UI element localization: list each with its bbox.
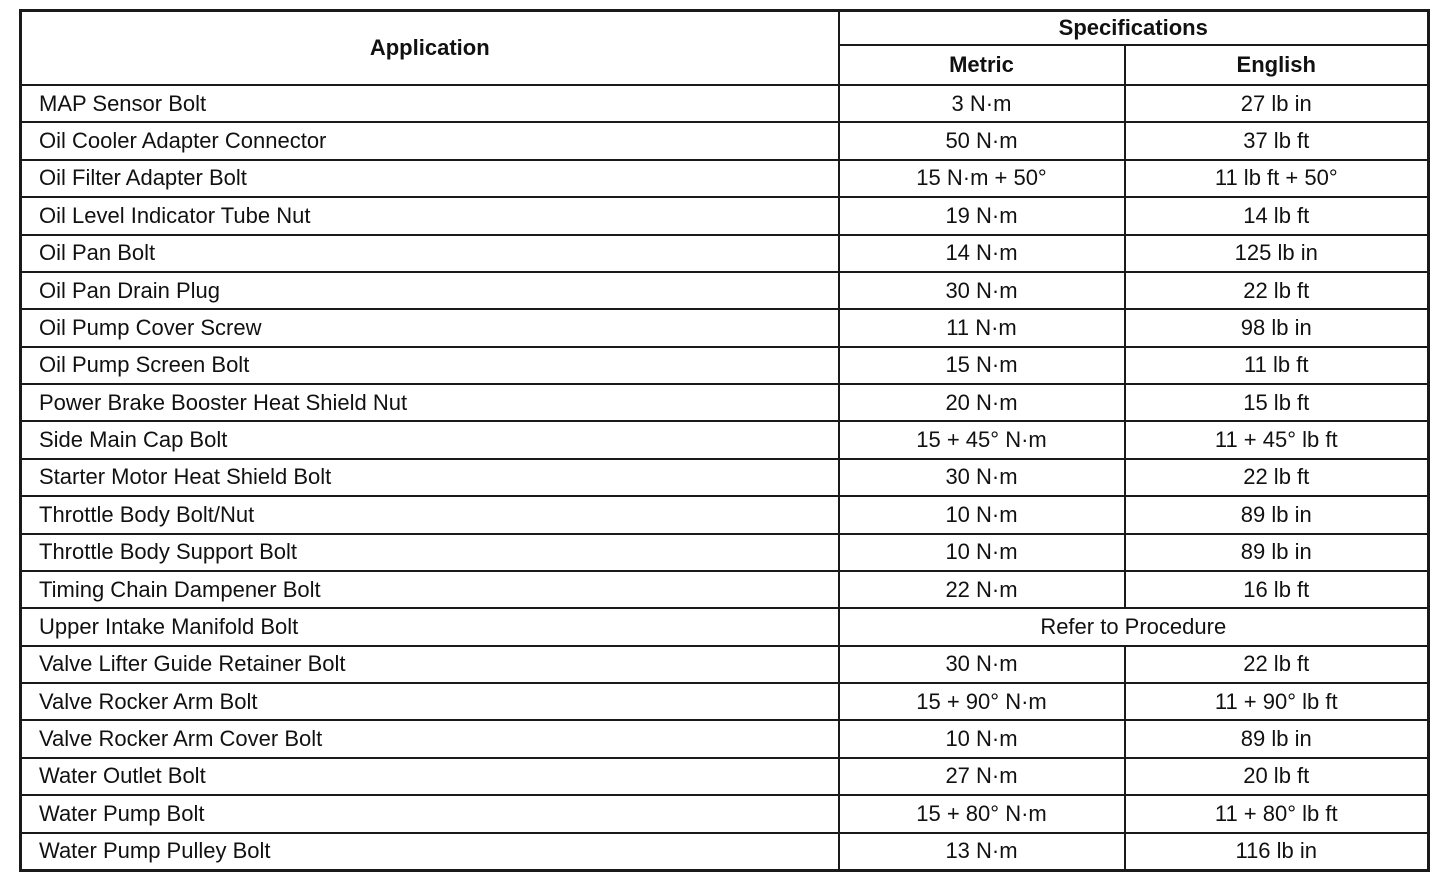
english-value-cell: 22 lb ft	[1125, 459, 1429, 496]
table-row	[21, 272, 1429, 309]
table-body	[21, 85, 1429, 871]
english-value-cell: 15 lb ft	[1125, 384, 1429, 421]
table-row	[21, 459, 1429, 496]
table-row	[21, 571, 1429, 608]
application-cell: Oil Pump Cover Screw	[21, 309, 839, 346]
application-cell: Throttle Body Bolt/Nut	[21, 496, 839, 533]
metric-value-cell: 30 N·m	[839, 646, 1125, 683]
application-cell: Side Main Cap Bolt	[21, 421, 839, 458]
metric-value-cell: 30 N·m	[839, 459, 1125, 496]
table-row	[21, 160, 1429, 197]
metric-value-cell: 15 N·m	[839, 347, 1125, 384]
application-cell: Water Pump Pulley Bolt	[21, 833, 839, 871]
metric-column-header: Metric	[839, 45, 1125, 85]
english-value-cell: 89 lb in	[1125, 720, 1429, 757]
english-value-cell: 11 + 90° lb ft	[1125, 683, 1429, 720]
application-cell: Valve Rocker Arm Bolt	[21, 683, 839, 720]
english-value-cell: 37 lb ft	[1125, 122, 1429, 159]
english-value-cell: 11 lb ft + 50°	[1125, 160, 1429, 197]
metric-value-cell: 14 N·m	[839, 235, 1125, 272]
table-row	[21, 384, 1429, 421]
fastener-specifications-table	[19, 9, 1430, 872]
table-row	[21, 646, 1429, 683]
table-row	[21, 347, 1429, 384]
application-cell: Oil Filter Adapter Bolt	[21, 160, 839, 197]
metric-value-cell: 3 N·m	[839, 85, 1125, 122]
metric-value-cell: 13 N·m	[839, 833, 1125, 871]
specification-spanned-cell: Refer to Procedure	[839, 608, 1429, 645]
metric-value-cell: 10 N·m	[839, 720, 1125, 757]
application-cell: Oil Pump Screen Bolt	[21, 347, 839, 384]
table-row	[21, 496, 1429, 533]
table-row	[21, 85, 1429, 122]
english-value-cell: 20 lb ft	[1125, 758, 1429, 795]
application-cell: MAP Sensor Bolt	[21, 85, 839, 122]
table-row	[21, 122, 1429, 159]
metric-value-cell: 30 N·m	[839, 272, 1125, 309]
metric-value-cell: 19 N·m	[839, 197, 1125, 234]
metric-value-cell: 22 N·m	[839, 571, 1125, 608]
application-cell: Upper Intake Manifold Bolt	[21, 608, 839, 645]
application-cell: Valve Lifter Guide Retainer Bolt	[21, 646, 839, 683]
english-value-cell: 89 lb in	[1125, 496, 1429, 533]
application-cell: Oil Cooler Adapter Connector	[21, 122, 839, 159]
specifications-group-header: Specifications	[839, 11, 1429, 46]
table-row	[21, 758, 1429, 795]
application-cell: Power Brake Booster Heat Shield Nut	[21, 384, 839, 421]
metric-value-cell: 10 N·m	[839, 496, 1125, 533]
english-value-cell: 116 lb in	[1125, 833, 1429, 871]
metric-value-cell: 15 N·m + 50°	[839, 160, 1125, 197]
metric-value-cell: 10 N·m	[839, 534, 1125, 571]
english-value-cell: 14 lb ft	[1125, 197, 1429, 234]
table-row	[21, 795, 1429, 832]
application-cell: Throttle Body Support Bolt	[21, 534, 839, 571]
english-value-cell: 11 + 80° lb ft	[1125, 795, 1429, 832]
application-cell: Water Pump Bolt	[21, 795, 839, 832]
english-value-cell: 89 lb in	[1125, 534, 1429, 571]
metric-value-cell: 27 N·m	[839, 758, 1125, 795]
english-value-cell: 16 lb ft	[1125, 571, 1429, 608]
table-row	[21, 720, 1429, 757]
table-row	[21, 235, 1429, 272]
metric-value-cell: 15 + 45° N·m	[839, 421, 1125, 458]
metric-value-cell: 11 N·m	[839, 309, 1125, 346]
application-cell: Oil Pan Bolt	[21, 235, 839, 272]
table-header	[21, 11, 1429, 86]
application-cell: Oil Pan Drain Plug	[21, 272, 839, 309]
header-row-top	[21, 11, 1429, 46]
table-row	[21, 197, 1429, 234]
application-cell: Timing Chain Dampener Bolt	[21, 571, 839, 608]
english-value-cell: 27 lb in	[1125, 85, 1429, 122]
application-column-header: Application	[21, 11, 839, 86]
table-row	[21, 683, 1429, 720]
table-row	[21, 421, 1429, 458]
application-cell: Starter Motor Heat Shield Bolt	[21, 459, 839, 496]
application-cell: Oil Level Indicator Tube Nut	[21, 197, 839, 234]
metric-value-cell: 50 N·m	[839, 122, 1125, 159]
english-value-cell: 22 lb ft	[1125, 646, 1429, 683]
english-value-cell: 11 + 45° lb ft	[1125, 421, 1429, 458]
english-value-cell: 22 lb ft	[1125, 272, 1429, 309]
metric-value-cell: 15 + 90° N·m	[839, 683, 1125, 720]
table-row	[21, 534, 1429, 571]
english-value-cell: 98 lb in	[1125, 309, 1429, 346]
table-row	[21, 833, 1429, 871]
application-cell: Water Outlet Bolt	[21, 758, 839, 795]
english-value-cell: 11 lb ft	[1125, 347, 1429, 384]
application-cell: Valve Rocker Arm Cover Bolt	[21, 720, 839, 757]
table-row	[21, 608, 1429, 645]
table-row	[21, 309, 1429, 346]
metric-value-cell: 15 + 80° N·m	[839, 795, 1125, 832]
english-column-header: English	[1125, 45, 1429, 85]
english-value-cell: 125 lb in	[1125, 235, 1429, 272]
metric-value-cell: 20 N·m	[839, 384, 1125, 421]
